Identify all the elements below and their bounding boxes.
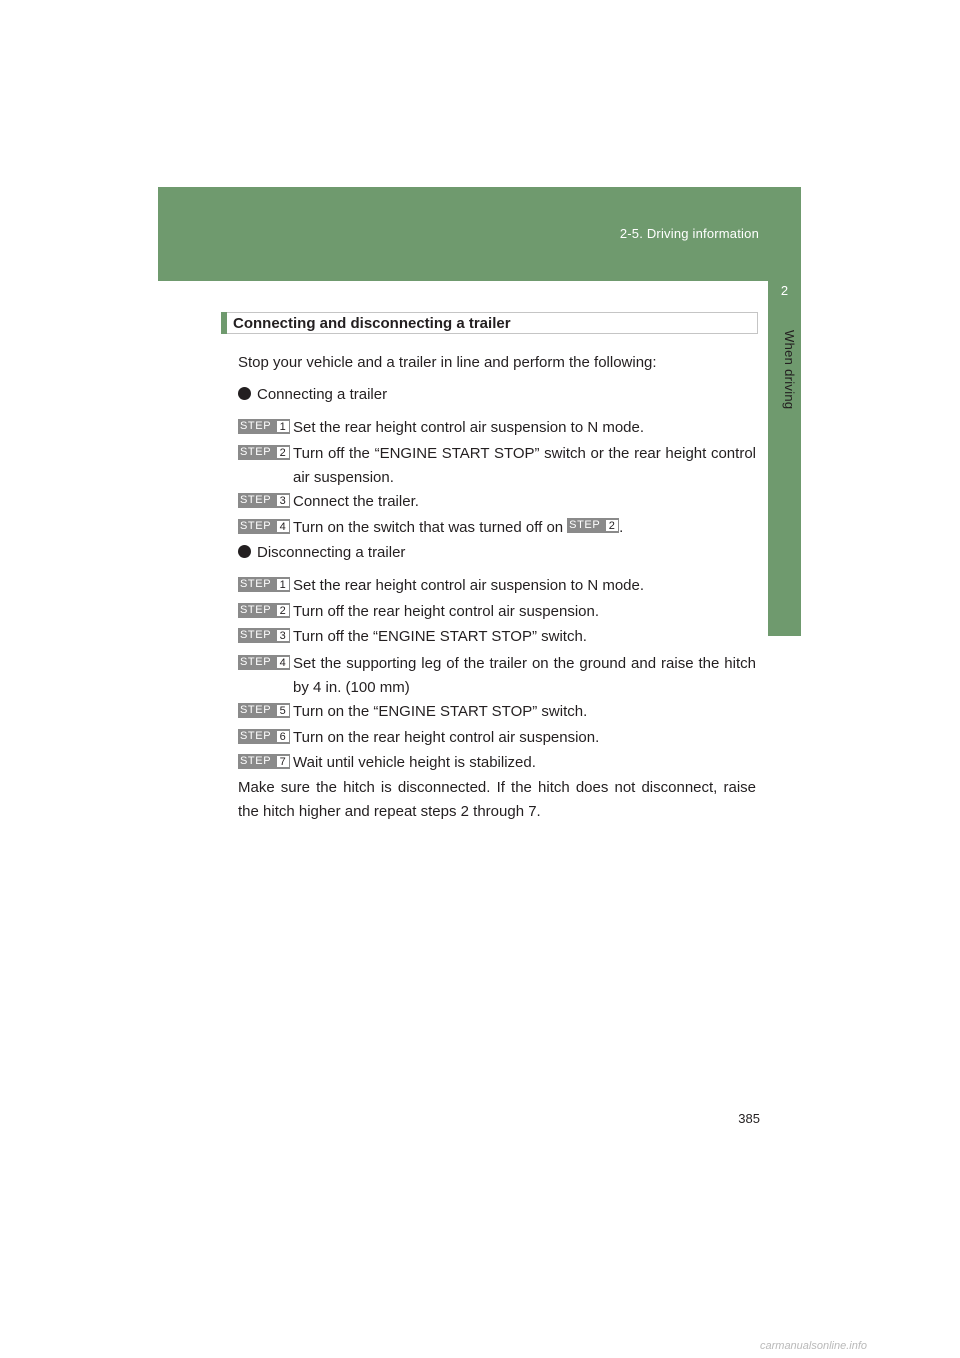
step-text: Turn off the rear height control air suspension. <box>293 603 600 620</box>
section-heading: Connecting and disconnecting a trailer <box>233 315 511 332</box>
chapter-header-band <box>158 187 801 281</box>
step-badge: STEP 2 <box>238 445 290 460</box>
step-text: Set the supporting leg of the trailer on the ground and raise the hitch by 4 in. (100 mm) <box>293 655 756 696</box>
watermark: carmanualsonline.info <box>760 1340 868 1352</box>
section-title: 2-5. Driving information <box>619 226 759 241</box>
step-text: Turn off the “ENGINE START STOP” switch. <box>293 628 587 645</box>
bullet-connecting <box>238 383 387 407</box>
bullet-dot-icon <box>238 387 251 400</box>
page-number: 385 <box>738 1111 760 1126</box>
step-text: Turn on the “ENGINE START STOP” switch. <box>293 703 588 720</box>
step-badge: STEP 1 <box>238 419 290 434</box>
step-text: Turn off the “ENGINE START STOP” switch or the rear height control air suspension. <box>293 445 756 486</box>
step-badge: STEP 4 <box>238 655 290 670</box>
step-badge: STEP 7 <box>238 754 290 769</box>
step-badge: STEP 3 <box>238 493 290 508</box>
step-badge: STEP 5 <box>238 703 290 718</box>
step-badge: STEP 4 <box>238 519 290 534</box>
intro-text: Stop your vehicle and a trailer in line and perform the following: <box>238 354 657 371</box>
step-reference-badge[interactable]: STEP 2 <box>567 518 619 533</box>
bullet-connecting-label: Connecting a trailer <box>257 386 388 403</box>
step-badge: STEP 6 <box>238 729 290 744</box>
step-badge: STEP 1 <box>238 577 290 592</box>
step-text: Wait until vehicle height is stabilized. <box>293 754 536 771</box>
step-text: Connect the trailer. <box>293 493 419 510</box>
heading-marker <box>221 312 227 334</box>
step-badge: STEP 2 <box>238 603 290 618</box>
step-badge: STEP 3 <box>238 628 290 643</box>
bullet-disconnecting-label: Disconnecting a trailer <box>257 544 406 561</box>
chapter-label: When driving <box>782 330 797 410</box>
step-text: Turn on the switch that was turned off on STEP 2 . <box>293 519 624 536</box>
section-heading-box <box>221 312 758 334</box>
bullet-disconnecting <box>238 541 405 565</box>
step-text: Turn on the rear height control air suspension. <box>293 729 600 746</box>
step-text: Set the rear height control air suspension to N mode. <box>293 577 645 594</box>
step-text: Set the rear height control air suspension to N mode. <box>293 419 645 436</box>
bullet-dot-icon <box>238 545 251 558</box>
closing-paragraph: Make sure the hitch is disconnected. If the hitch does not disconnect, raise the hitch higher and repeat steps 2 through 7. <box>238 779 756 820</box>
chapter-number: 2 <box>780 283 789 298</box>
